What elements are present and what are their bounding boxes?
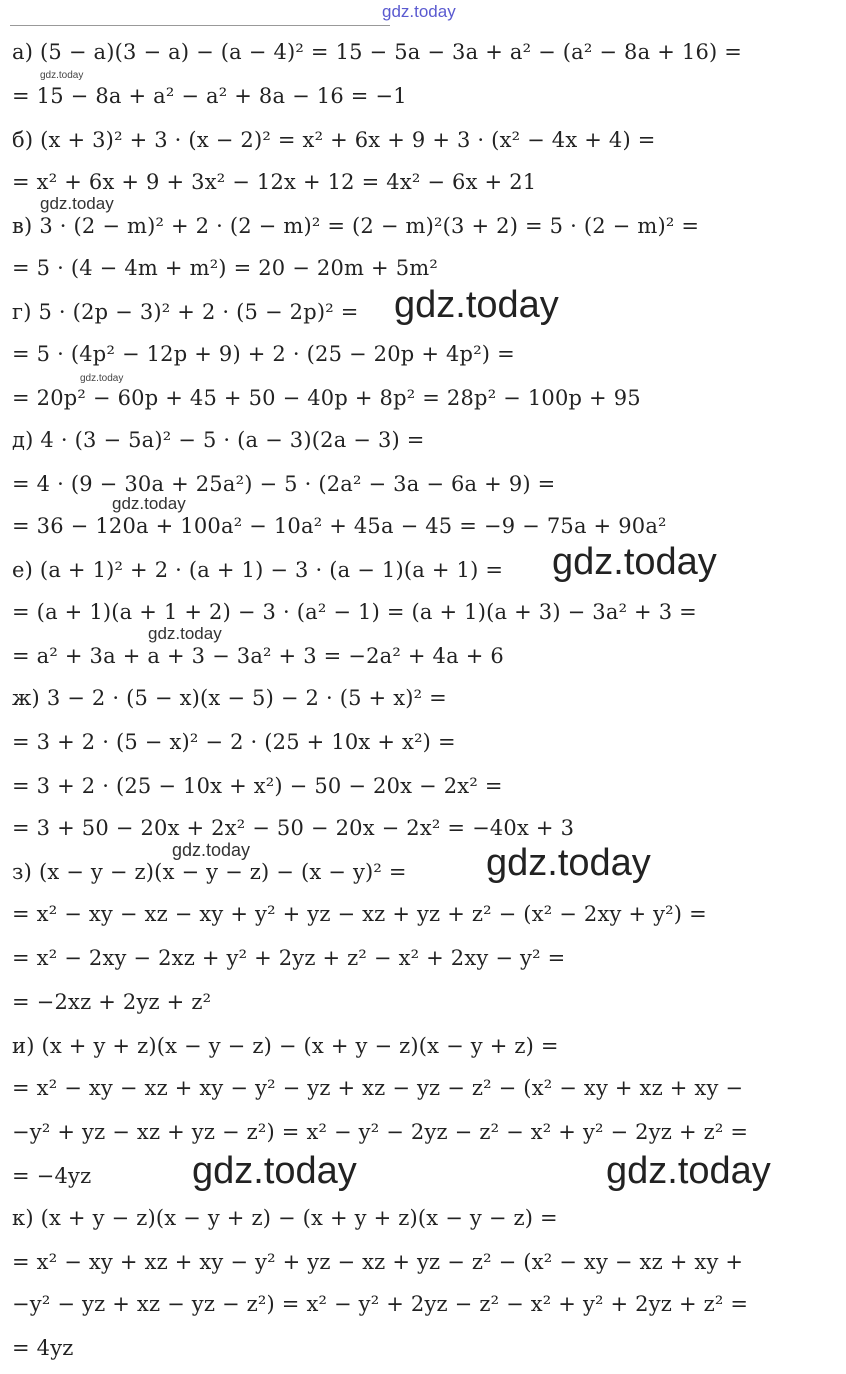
line-a2: = 15 − 8a + a² − a² + 8a − 16 = −1: [12, 84, 407, 108]
line-i3: −y² + yz − xz + yz − z²) = x² − y² − 2yz − z² − x² + y² − 2yz + z² =: [12, 1120, 749, 1144]
line-i2: = x² − xy − xz + xy − y² − yz + xz − yz − z² − (x² − xy + xz + xy −: [12, 1076, 744, 1100]
line-g1: г) 5 · (2p − 3)² + 2 · (5 − 2p)² =: [12, 300, 359, 324]
watermark: gdz.today: [606, 1150, 771, 1192]
line-k3: −y² − yz + xz − yz − z²) = x² − y² + 2yz − z² − x² + y² + 2yz + z² =: [12, 1292, 749, 1316]
top-rule: [10, 25, 390, 26]
expr-i1: (x + y + z)(x − y − z) − (x + y − z)(x − y + z) =: [41, 1034, 559, 1058]
expr-g1: 5 · (2p − 3)² + 2 · (5 − 2p)² =: [38, 300, 359, 324]
line-v1: в) 3 · (2 − m)² + 2 · (2 − m)² = (2 − m)²(3 + 2) = 5 · (2 − m)² =: [12, 214, 700, 238]
watermark: gdz.today: [382, 2, 456, 21]
expr-d1: 4 · (3 − 5a)² − 5 · (a − 3)(2a − 3) =: [40, 428, 425, 452]
expr-k1: (x + y − z)(x − y + z) − (x + y + z)(x − y − z) =: [40, 1206, 558, 1230]
line-i1: и) (x + y + z)(x − y − z) − (x + y − z)(x − y + z) =: [12, 1034, 559, 1058]
line-z2: = x² − xy − xz − xy + y² + yz − xz + yz + z² − (x² − 2xy + y²) =: [12, 902, 707, 926]
expr-e1: (a + 1)² + 2 · (a + 1) − 3 · (a − 1)(a + 1) =: [39, 558, 504, 582]
expr-v1: 3 · (2 − m)² + 2 · (2 − m)² = (2 − m)²(3 + 2) = 5 · (2 − m)² =: [39, 214, 700, 238]
line-zh3: = 3 + 2 · (25 − 10x + x²) − 50 − 20x − 2x² =: [12, 774, 503, 798]
watermark: gdz.today: [486, 842, 651, 884]
line-zh2: = 3 + 2 · (5 − x)² − 2 · (25 + 10x + x²) =: [12, 730, 456, 754]
line-k2: = x² − xy + xz + xy − y² + yz − xz + yz − z² − (x² − xy − xz + xy +: [12, 1250, 744, 1274]
line-d1: д) 4 · (3 − 5a)² − 5 · (a − 3)(2a − 3) =: [12, 428, 425, 452]
watermark: gdz.today: [148, 624, 222, 643]
line-k1: к) (x + y − z)(x − y + z) − (x + y + z)(x − y − z) =: [12, 1206, 558, 1230]
line-zh1: ж) 3 − 2 · (5 − x)(x − 5) − 2 · (5 + x)² =: [12, 686, 447, 710]
line-z4: = −2xz + 2yz + z²: [12, 990, 212, 1014]
line-g3: = 20p² − 60p + 45 + 50 − 40p + 8p² = 28p² − 100p + 95: [12, 386, 641, 410]
watermark: gdz.today: [112, 494, 186, 513]
watermark: gdz.today: [192, 1150, 357, 1192]
line-z1: з) (x − y − z)(x − y − z) − (x − y)² =: [12, 860, 407, 884]
line-e3: = a² + 3a + a + 3 − 3a² + 3 = −2a² + 4a + 6: [12, 644, 504, 668]
watermark: gdz.today: [80, 373, 124, 384]
expr-b1: (x + 3)² + 3 · (x − 2)² = x² + 6x + 9 + 3 · (x² − 4x + 4) =: [40, 128, 656, 152]
watermark: gdz.today: [40, 194, 114, 213]
line-zh4: = 3 + 50 − 20x + 2x² − 50 − 20x − 2x² = −40x + 3: [12, 816, 575, 840]
expr-a1: (5 − a)(3 − a) − (a − 4)² = 15 − 5a − 3a + a² − (a² − 8a + 16) =: [40, 40, 743, 64]
line-d3: = 36 − 120a + 100a² − 10a² + 45a − 45 = −9 − 75a + 90a²: [12, 514, 667, 538]
line-d2: = 4 · (9 − 30a + 25a²) − 5 · (2a² − 3a − 6a + 9) =: [12, 472, 556, 496]
line-i4: = −4yz: [12, 1164, 92, 1188]
watermark: gdz.today: [394, 284, 559, 326]
line-e2: = (a + 1)(a + 1 + 2) − 3 · (a² − 1) = (a + 1)(a + 3) − 3a² + 3 =: [12, 600, 697, 624]
line-v2: = 5 · (4 − 4m + m²) = 20 − 20m + 5m²: [12, 256, 438, 280]
line-b1: б) (x + 3)² + 3 · (x − 2)² = x² + 6x + 9 + 3 · (x² − 4x + 4) =: [12, 128, 656, 152]
expr-z1: (x − y − z)(x − y − z) − (x − y)² =: [38, 860, 407, 884]
watermark: gdz.today: [552, 541, 717, 583]
watermark: gdz.today: [40, 70, 84, 81]
line-k4: = 4yz: [12, 1336, 74, 1360]
line-g2: = 5 · (4p² − 12p + 9) + 2 · (25 − 20p + 4p²) =: [12, 342, 515, 366]
line-z3: = x² − 2xy − 2xz + y² + 2yz + z² − x² + 2xy − y² =: [12, 946, 566, 970]
watermark: gdz.today: [172, 840, 251, 860]
line-a1: а) (5 − a)(3 − a) − (a − 4)² = 15 − 5a − 3a + a² − (a² − 8a + 16) =: [12, 40, 743, 64]
line-e1: е) (a + 1)² + 2 · (a + 1) − 3 · (a − 1)(a + 1) =: [12, 558, 504, 582]
expr-zh1: 3 − 2 · (5 − x)(x − 5) − 2 · (5 + x)² =: [46, 686, 447, 710]
line-b2: = x² + 6x + 9 + 3x² − 12x + 12 = 4x² − 6x + 21: [12, 170, 537, 194]
